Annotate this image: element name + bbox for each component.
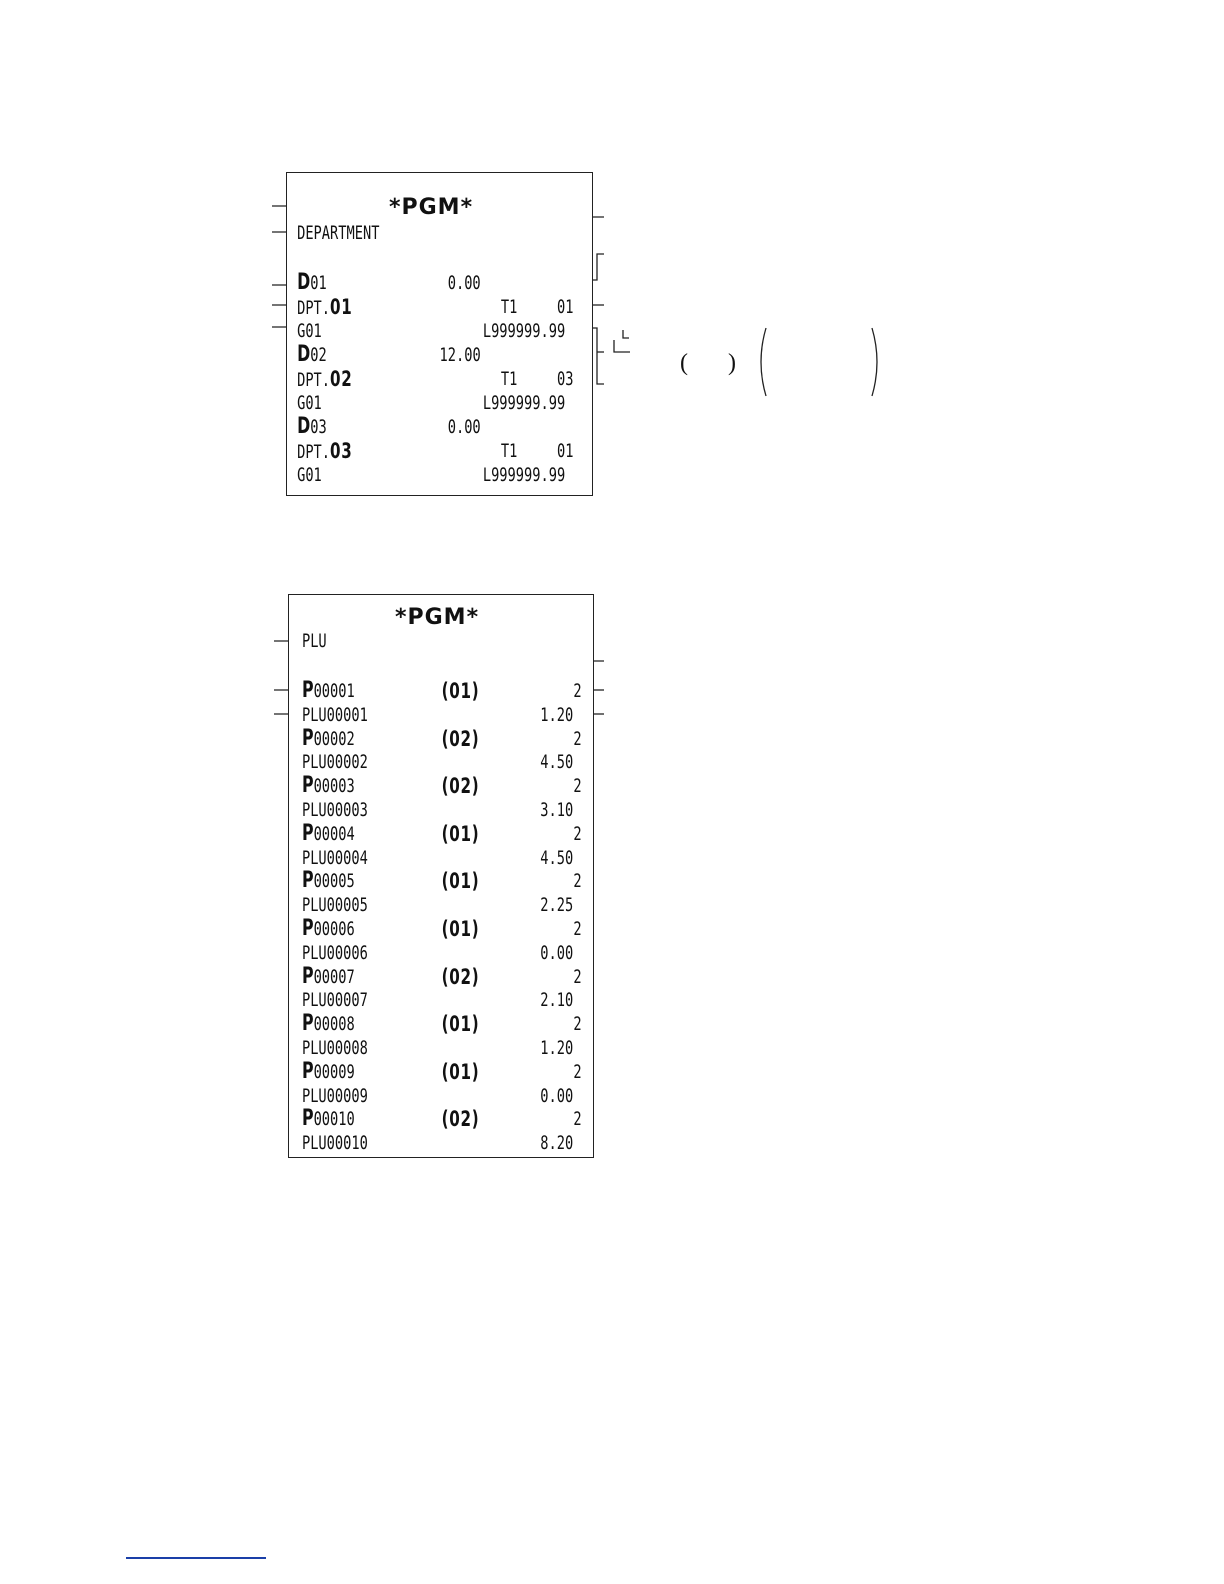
- plu-dept: (02): [441, 774, 480, 799]
- dept-limit-row: [287, 319, 566, 343]
- plu-qty: 2: [573, 965, 582, 988]
- dept-name-row: DPT.01 T1 01: [297, 295, 574, 319]
- receipt-heading: PLU: [301, 630, 327, 652]
- plu-code-row: P00001 (01) 2: [301, 678, 582, 703]
- plu-name: PLU00008: [301, 1037, 368, 1059]
- plu-receipt: [288, 594, 594, 1158]
- dept-code-row: D03 0.00: [297, 414, 481, 439]
- plu-name: PLU00003: [301, 799, 368, 821]
- plu-dept: (01): [441, 821, 480, 846]
- plu-name-row: [289, 798, 574, 822]
- leader-limit-sub1: [623, 330, 629, 338]
- plu-dept: (01): [441, 1059, 480, 1084]
- dept-limit-row: [287, 463, 566, 487]
- plu-code-row: P00010 (02) 2: [301, 1106, 582, 1132]
- dept-name-row: DPT.03 T1 01: [297, 439, 574, 463]
- receipt-title: *PGM*: [389, 195, 474, 220]
- receipt-heading: DEPARTMENT: [297, 222, 380, 244]
- leader-limit-sub2: [614, 340, 630, 352]
- plu-price: 2.10: [540, 989, 574, 1012]
- plu-code-row: P00004 (01) 2: [301, 820, 582, 846]
- dept-code-row: D01 0.00: [297, 270, 481, 295]
- plu-code-row: P00005 (01) 2: [301, 868, 582, 894]
- plu-dept: (01): [441, 917, 480, 941]
- plu-name-row: [289, 703, 574, 727]
- plu-price: 3.10: [540, 799, 574, 821]
- dept-tax: T1: [500, 440, 518, 462]
- plu-name: PLU00007: [301, 989, 368, 1012]
- plu-qty: 2: [573, 680, 582, 702]
- dept-rate: 0.00: [447, 272, 481, 294]
- plu-qty: 2: [573, 1060, 582, 1083]
- plu-dept: (01): [441, 869, 480, 894]
- plu-name-row: [289, 1131, 574, 1155]
- plu-qty: 2: [573, 870, 582, 893]
- big-paren-close: [872, 328, 877, 396]
- plu-code-row: P00002 (02) 2: [301, 725, 582, 751]
- plu-name-row: [289, 1084, 574, 1108]
- plu-dept: (02): [441, 1107, 480, 1132]
- plu-qty: 2: [573, 822, 582, 845]
- plu-name-row: [289, 1036, 574, 1060]
- plu-price: 4.50: [540, 751, 574, 774]
- plu-price: 0.00: [540, 941, 574, 964]
- small-paren-close: ): [728, 350, 736, 376]
- dept-group: 03: [557, 368, 574, 390]
- plu-name: PLU00004: [301, 846, 368, 869]
- footnote-rule: [126, 1557, 266, 1559]
- plu-name-row: [289, 893, 574, 917]
- plu-price: 2.25: [540, 894, 574, 917]
- dept-rate: 0.00: [447, 416, 481, 438]
- dept-code-row: D02 12.00: [297, 342, 481, 367]
- plu-qty: 2: [573, 1013, 582, 1036]
- plu-name: PLU00002: [301, 751, 368, 774]
- receipt-title: *PGM*: [395, 605, 480, 630]
- plu-price: 0.00: [540, 1084, 574, 1107]
- dept-gcode: G01: [297, 464, 322, 486]
- dept-limit-row: [287, 391, 566, 415]
- plu-name-row: [289, 846, 574, 870]
- plu-price: 8.20: [540, 1132, 574, 1155]
- department-receipt: [286, 172, 593, 496]
- dept-gcode: G01: [297, 392, 322, 414]
- plu-code-row: P00007 (02) 2: [301, 963, 582, 989]
- plu-price: 1.20: [540, 703, 574, 726]
- big-paren-open: [761, 328, 766, 396]
- plu-name: PLU00001: [301, 703, 368, 726]
- plu-name: PLU00009: [301, 1084, 368, 1107]
- dept-rate: 12.00: [439, 344, 481, 366]
- plu-code-row: P00006 (01) 2: [301, 916, 582, 941]
- plu-code-row: P00008 (01) 2: [301, 1011, 582, 1037]
- plu-name: PLU00005: [301, 894, 368, 917]
- dept-limit: L999999.99: [482, 320, 566, 342]
- small-paren-open: (: [680, 350, 688, 376]
- plu-qty: 2: [573, 775, 582, 798]
- plu-name-row: [289, 988, 574, 1012]
- plu-name: PLU00010: [301, 1132, 368, 1155]
- plu-dept: (01): [441, 679, 480, 703]
- dept-tax: T1: [500, 296, 518, 318]
- dept-group: 01: [557, 296, 574, 318]
- dept-group: 01: [557, 440, 574, 462]
- dept-name-row: DPT.02 T1 03: [297, 367, 574, 391]
- plu-dept: (02): [441, 964, 480, 989]
- plu-price: 1.20: [540, 1037, 574, 1059]
- dept-gcode: G01: [297, 320, 322, 342]
- plu-name-row: [289, 750, 574, 774]
- plu-price: 4.50: [540, 846, 574, 869]
- dept-tax: T1: [500, 368, 518, 390]
- plu-qty: 2: [573, 727, 582, 750]
- plu-qty: 2: [573, 1108, 582, 1131]
- plu-dept: (01): [441, 1012, 480, 1037]
- plu-qty: 2: [573, 918, 582, 940]
- plu-code-row: P00009 (01) 2: [301, 1058, 582, 1084]
- dept-limit: L999999.99: [482, 464, 566, 486]
- plu-code-row: P00003 (02) 2: [301, 773, 582, 799]
- dept-limit: L999999.99: [482, 392, 566, 414]
- plu-name: PLU00006: [301, 941, 368, 964]
- plu-name-row: [289, 941, 574, 965]
- plu-dept: (02): [441, 726, 480, 751]
